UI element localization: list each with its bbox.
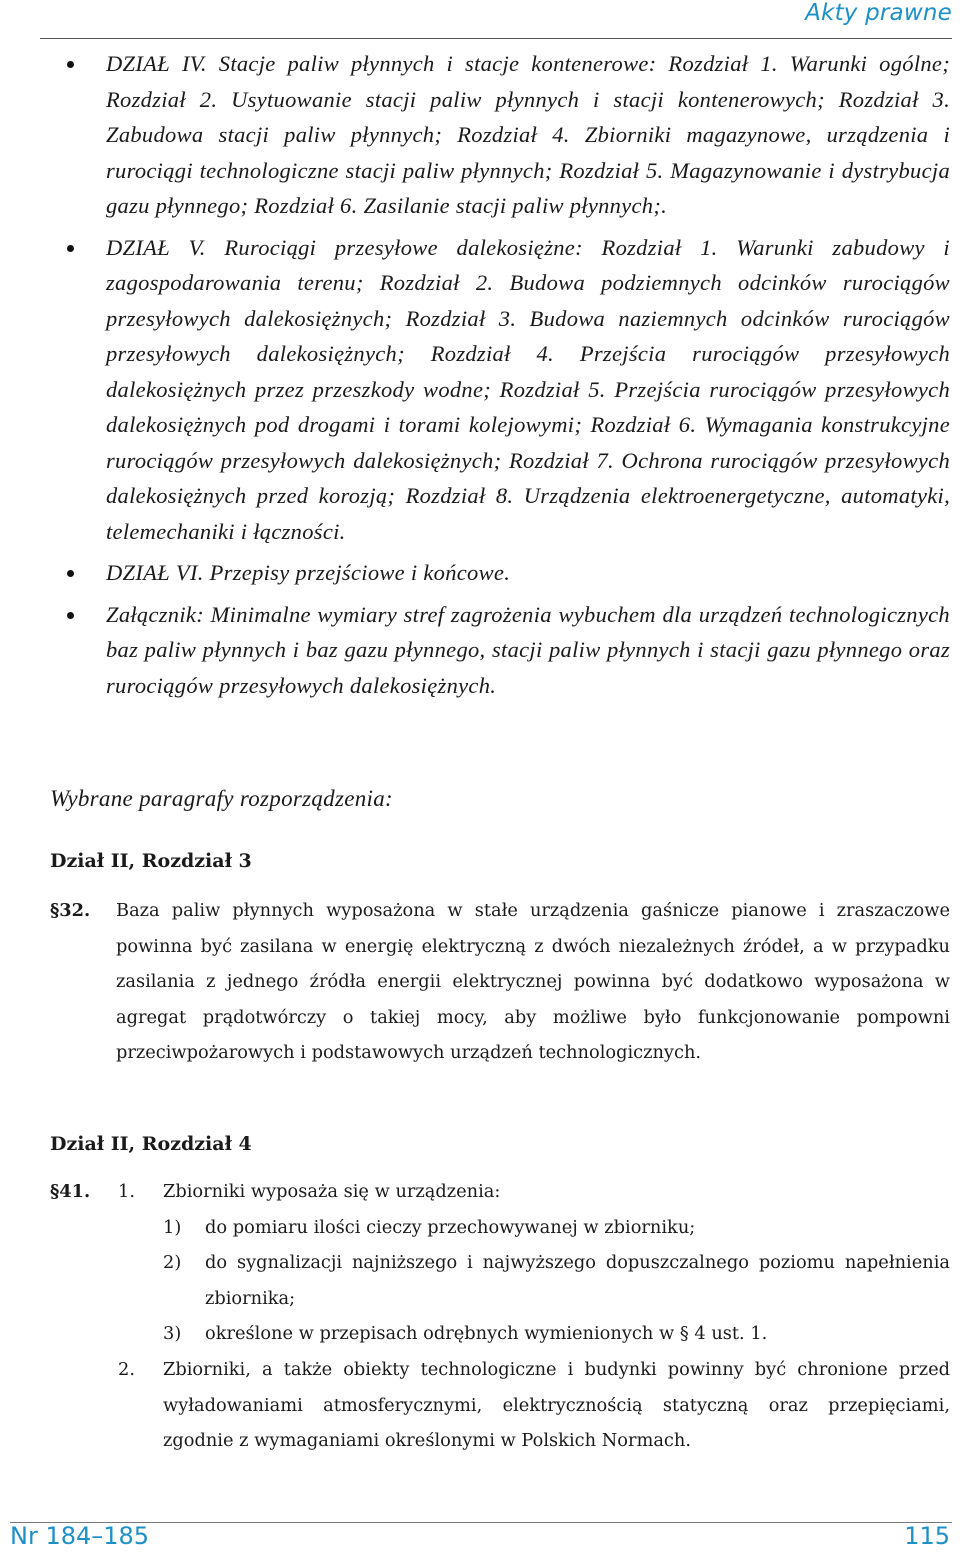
header-divider (40, 38, 952, 39)
paragraph-number: §41. (50, 1181, 91, 1202)
list-item (56, 230, 950, 550)
page-number: 115 (904, 1522, 950, 1550)
subitem-3 (50, 1316, 950, 1352)
subitem-text: określone w przepisach odrębnych wymienionych w § 4 ust. 1. (205, 1323, 768, 1345)
list-item-text: Załącznik: Minimalne wymiary stref zagrożenia wybuchem dla urządzeń technologicznych baz paliw płynnych i baz gazu płynnego, stacji paliw płynnych i stacji gazu płynnego oraz rurociągów przesyłowych dalekosiężnych. (106, 601, 950, 698)
subitem-number: 2) (163, 1252, 182, 1274)
paragraph-text: Baza paliw płynnych wyposażona w stałe urządzenia gaśnicze pianowe i zraszaczowe powinna być zasilana w energię elektryczną z dwóch niezależnych źródeł, a w przypadku zasilania z jednego źródła energii elektrycznej powinna być dodatkowo wyposażona w agregat prądotwórczy o takiej mocy, aby możliwe było funkcjonowanie pompowni przeciwpożarowych i podstawowych urządzeń technologicznych. (116, 900, 950, 1064)
subitem-number: 3) (163, 1323, 182, 1345)
header-title: Akty prawne (805, 0, 952, 26)
list-item-text: DZIAŁ VI. Przepisy przejściowe i końcowe. (106, 560, 511, 585)
list-item (56, 597, 950, 704)
section-heading-chapter-3: Dział II, Rozdział 3 (50, 850, 252, 872)
clause-number: 1. (118, 1181, 135, 1202)
subitem-1 (50, 1210, 950, 1246)
clause-text: Zbiorniki wyposaża się w urządzenia: (163, 1181, 501, 1202)
bullet-icon (67, 612, 74, 619)
subitem-text: do pomiaru ilości cieczy przechowywanej w zbiorniku; (205, 1216, 696, 1238)
issue-number: Nr 184–185 (10, 1522, 150, 1550)
subitem-number: 1) (163, 1216, 182, 1238)
clause-2 (50, 1352, 950, 1459)
paragraph-number: §32. (50, 900, 91, 921)
bullet-icon (67, 570, 74, 577)
intro-text: Wybrane paragrafy rozporządzenia: (50, 786, 393, 811)
section-heading-chapter-4: Dział II, Rozdział 4 (50, 1133, 252, 1155)
clause-number: 2. (118, 1358, 135, 1380)
paragraph-41 (50, 1174, 950, 1459)
list-item (56, 46, 950, 224)
list-item (56, 555, 950, 591)
list-item-text: DZIAŁ IV. Stacje paliw płynnych i stacje kontenerowe: Rozdział 1. Warunki ogólne; Rozdział 2. Usytuowanie stacji paliw płynnych i stacji kontenerowych; Rozdział 3. Zabudowa stacji paliw płynnych; Rozdział 4. Zbiorniki magazynowe, urządzenia i rurociągi technologiczne stacji paliw płynnych; Rozdział 5. Magazynowanie i dystrybucja gazu płynnego; Rozdział 6. Zasilanie stacji paliw płynnych;. (106, 51, 950, 218)
footer-divider (10, 1522, 952, 1523)
list-item-text: DZIAŁ V. Rurociągi przesyłowe dalekosiężne: Rozdział 1. Warunki zabudowy i zagospodarowania terenu; Rozdział 2. Budowa podziemnych odcinków rurociągów przesyłowych dalekosiężnych; Rozdział 3. Budowa naziemnych odcinków rurociągów przesyłowych dalekosiężnych; Rozdział 4. Przejścia rurociągów przesyłowych dalekosiężnych przez przeszkody wodne; Rozdział 5. Przejścia rurociągów przesyłowych dalekosiężnych pod drogami i torami kolejowymi; Rozdział 6. Wymagania konstrukcyjne rurociągów przesyłowych dalekosiężnych; Rozdział 7. Ochrona rurociągów przesyłowych dalekosiężnych przed korozją; Rozdział 8. Urządzenia elektroenergetyczne, automatyki, telemechaniki i łączności. (106, 234, 950, 544)
bullet-icon (67, 61, 74, 68)
bullet-icon (67, 245, 74, 252)
clause-1 (50, 1174, 950, 1210)
paragraph-32 (50, 893, 950, 1071)
subitem-2 (50, 1245, 950, 1316)
clause-text: Zbiorniki, a także obiekty technologiczne i budynki powinny być chronione przed wyładowaniami atmosferycznymi, elektrycznością statyczną oraz przepięciami, zgodnie z wymaganiami określonymi w Polskich Normach. (163, 1358, 950, 1452)
chapter-list (56, 46, 950, 709)
subitem-text: do sygnalizacji najniższego i najwyższego dopuszczalnego poziomu napełnienia zbiornika; (205, 1252, 950, 1309)
